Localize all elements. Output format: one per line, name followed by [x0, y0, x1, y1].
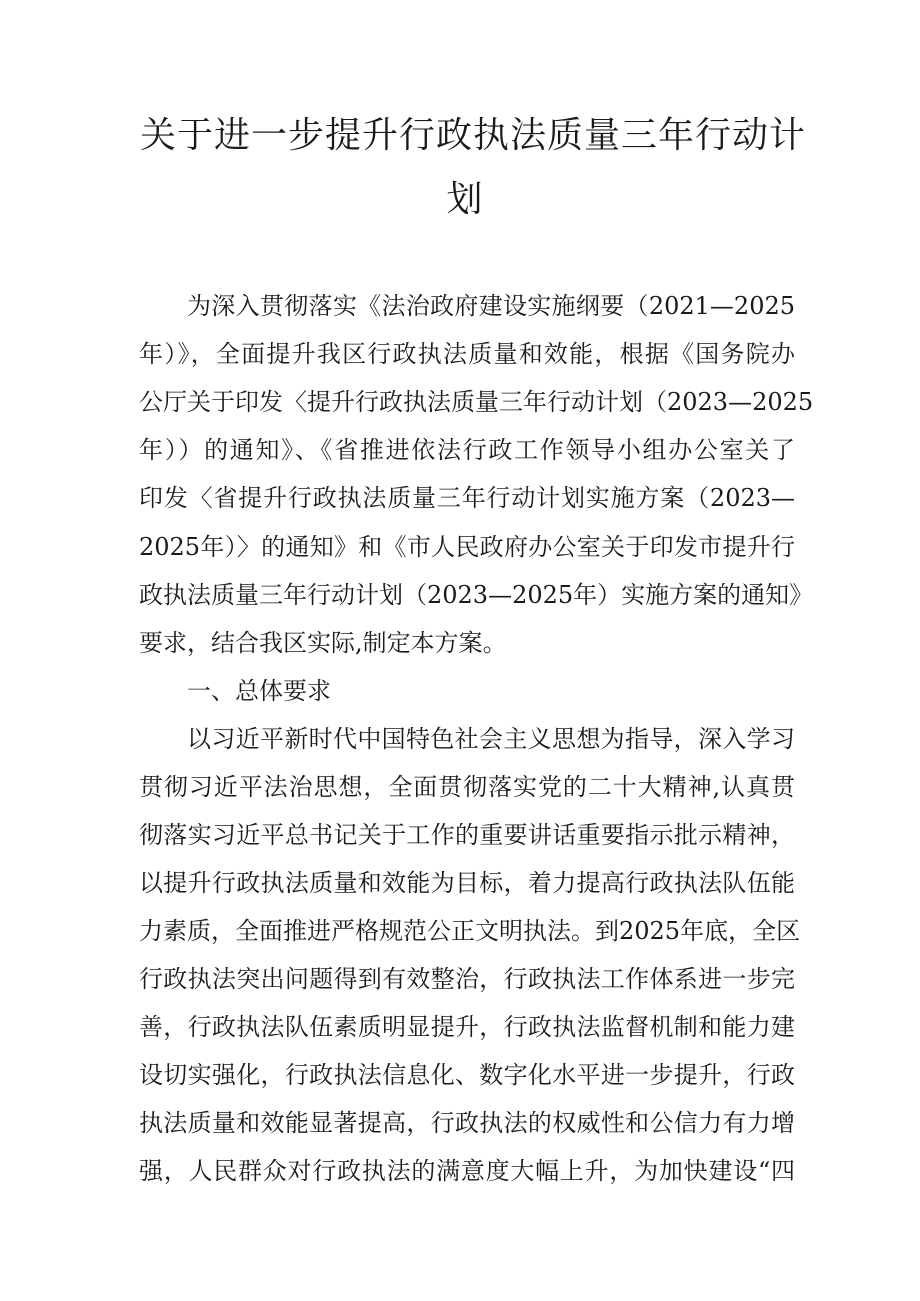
paragraph-2-line: 力素质，全面推进严格规范公正文明执法。到2025年底，全区: [139, 917, 801, 945]
paragraph-2-line: 以习近平新时代中国特色社会主义思想为指导，深入学习: [187, 725, 795, 753]
paragraph-1-line: 公厅关于印发〈提升行政执法质量三年行动计划（2023—2025: [139, 388, 814, 416]
paragraph-2-line: 行政执法突出问题得到有效整治，行政执法工作体系进一步完: [139, 965, 795, 993]
paragraph-1-line: 要求，结合我区实际,制定本方案。: [139, 629, 507, 657]
paragraph-1-line: 政执法质量三年行动计划（2023—2025年）实施方案的通知》: [139, 581, 814, 609]
paragraph-1-line: 为深入贯彻落实《法治政府建设实施纲要（2021—2025: [187, 292, 795, 320]
section-heading-overall-requirements: 一、总体要求: [187, 677, 331, 705]
paragraph-2-line: 设切实强化，行政执法信息化、数字化水平进一步提升，行政: [139, 1061, 795, 1089]
paragraph-2-line: 执法质量和效能显著提高，行政执法的权威性和公信力有力增: [139, 1109, 795, 1137]
paragraph-1-line: 年））的通知》、《省推进依法行政工作领导小组办公室关了: [139, 436, 795, 464]
paragraph-2-line: 贯彻习近平法治思想，全面贯彻落实党的二十大精神,认真贯: [139, 773, 795, 801]
paragraph-1-line: 2025年）〉的通知》和《市人民政府办公室关于印发市提升行: [139, 533, 795, 561]
document-title-line-1: 关于进一步提升行政执法质量三年行动计: [140, 115, 807, 156]
paragraph-1-line: 年）》，全面提升我区行政执法质量和效能，根据《国务院办: [139, 340, 795, 368]
paragraph-1-line: 印发〈省提升行政执法质量三年行动计划实施方案（2023—: [139, 484, 795, 512]
paragraph-2-line: 善，行政执法队伍素质明显提升，行政执法监督机制和能力建: [139, 1013, 795, 1041]
paragraph-2-line: 以提升行政执法质量和效能为目标，着力提高行政执法队伍能: [139, 869, 795, 897]
paragraph-2-line: 强，人民群众对行政执法的满意度大幅上升，为加快建设“四: [139, 1157, 795, 1185]
paragraph-2-line: 彻落实习近平总书记关于工作的重要讲话重要指示批示精神，: [139, 821, 795, 849]
document-title-line-2: 划: [446, 179, 484, 220]
